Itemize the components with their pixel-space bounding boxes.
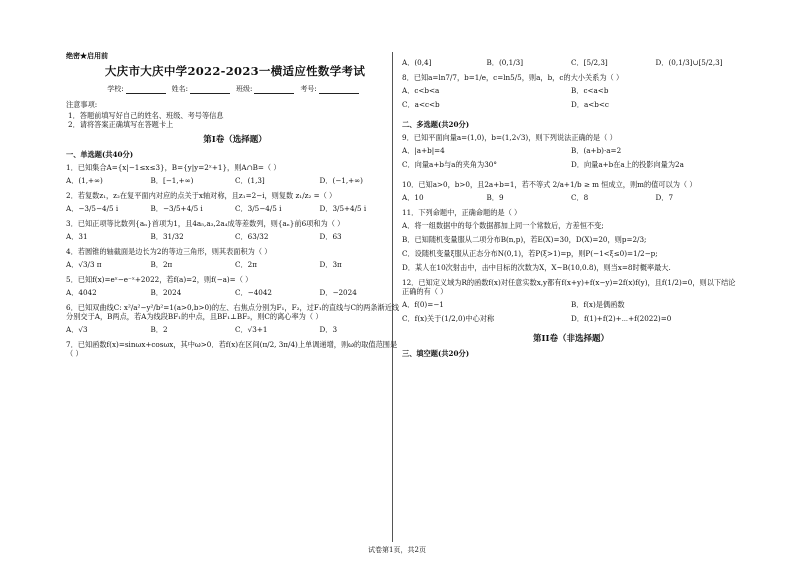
option: C．(1,3] (235, 175, 265, 185)
notes-title: 注意事项: (66, 100, 98, 110)
question-6-options (66, 325, 404, 334)
option: A．f(0)=−1 (402, 300, 444, 309)
option: A．(0,4] (402, 58, 432, 67)
question-12: 12．已知定义域为R的函数f(x)对任意实数x,y都有f(x+y)+f(x−y)=2f(x)f(y)，且f(1/2)=0，则以下结论正确的有（ ） (402, 278, 736, 296)
option: A．4042 (66, 287, 97, 297)
question-11: 11．下列命题中，正确命题的是（ ） (402, 208, 522, 217)
question-5: 5．已知f(x)=eˣ−e⁻ˣ+2022，若f(a)=2，则f(−a)=（ ） (66, 274, 253, 284)
option: D．−2024 (319, 287, 357, 297)
option: B．(0,1/3] (486, 58, 524, 67)
option: D．(−1,+∞) (319, 175, 363, 185)
question-10-options (402, 193, 740, 202)
question-10: 10．已知a>0，b>0，且2a+b=1，若不等式 2/a+1/b ≥ m 恒成立，则m的值可以为（ ） (402, 180, 697, 189)
option: B．−3/5+4/5 i (150, 203, 203, 213)
secret-mark: 绝密★启用前 (66, 51, 108, 60)
question-4-options (66, 260, 404, 269)
question-3-options (66, 232, 404, 241)
exam-no-blank (319, 85, 359, 94)
option: D．63 (319, 231, 342, 241)
question-9-options (402, 146, 740, 174)
option: B．c<a<b (571, 86, 609, 95)
option: B．2π (150, 259, 173, 269)
section-fill-blank: 三、填空题(共20分) (402, 348, 470, 358)
option: C．3/5−4/5 i (235, 203, 282, 213)
question-7: 7．已知函数f(x)=sinωx+cosωx，其中ω>0．若f(x)在区间(π/2, 3π/4)上单调递增，则ω的取值范围是（ ） (66, 339, 398, 358)
option: C．设随机变量ξ服从正态分布N(0,1)，若P(ξ>1)=p，则P(−1<ξ≤0)=1/2−p; (402, 249, 658, 258)
option: A．10 (402, 193, 424, 202)
exam-title: 大庆市大庆中学2022-2023一横适应性数学考试 (104, 63, 366, 78)
question-8-options (402, 86, 740, 114)
option: A．31 (66, 231, 88, 241)
name-blank (190, 85, 230, 94)
option: C．√3+1 (235, 324, 268, 334)
note-item: 2．请将答案正确填写在答题卡上 (68, 120, 174, 130)
note-item: 1．答题前填写好自己的姓名、班级、考号等信息 (68, 111, 224, 121)
option: A．−3/5−4/5 i (66, 203, 119, 213)
option: D．f(1)+f(2)+⋯+f(2022)=0 (571, 314, 672, 323)
option: A．将一组数据中的每个数据都加上同一个常数后，方差恒不变; (402, 221, 604, 230)
option: A．(1,+∞) (66, 175, 103, 185)
option: C．−4042 (235, 287, 273, 297)
option: C．向量a+b与a的夹角为30° (402, 160, 497, 169)
class-blank (254, 85, 294, 94)
question-4: 4．若圆锥的轴截面是边长为2的等边三角形，则其表面积为（ ） (66, 246, 272, 256)
option: D．向量a+b在a上的投影向量为2a (571, 160, 684, 169)
question-11-options (402, 221, 740, 272)
school-label: 学校: (107, 85, 124, 94)
question-1: 1．已知集合A={x|−1≤x≤3}，B={y|y=2ˣ+1}，则A∩B=（ ） (66, 162, 281, 172)
class-label: 班级: (236, 85, 253, 94)
option: D．3/5+4/5 i (319, 203, 367, 213)
school-blank (126, 85, 166, 94)
option: D．a<b<c (571, 100, 609, 109)
option: B．已知随机变量服从二项分布B(n,p)，若E(X)=30，D(X)=20，则p=2/3; (402, 235, 647, 244)
option: B．2024 (150, 287, 182, 297)
option: B．f(x)是偶函数 (571, 300, 625, 309)
volume-two-title: 第II卷（非选择题） (533, 334, 609, 344)
question-2: 2．若复数z₁，z₂在复平面内对应的点关于x轴对称，且z₁=2−i，则复数 z₁/z₂ =（ ） (66, 190, 337, 200)
option: A．√3/3 π (66, 259, 102, 269)
question-9: 9．已知平面向量a=(1,0)，b=(1,2√3)，则下列说法正确的是（ ） (402, 133, 617, 142)
exam-no-label: 考号: (300, 85, 317, 94)
option: B．9 (486, 193, 504, 202)
option: B．[−1,+∞) (150, 175, 194, 185)
question-6: 6．已知双曲线C: x²/a²−y²/b²=1(a>0,b>0)的左、右焦点分别为F₁，F₂，过F₁的直线与C的两条渐近线分别交于A，B两点，若A为线段BF₁的中点，且BF₁⊥BF₂，则C的离心率为（ ） (66, 302, 400, 321)
option: C．63/32 (235, 231, 269, 241)
question-5-options (66, 288, 404, 297)
question-3: 3．已知正项等比数列{aₙ}首项为1，且4a₅,a₃,2a₄成等差数列，则{aₙ}前6项和为（ ） (66, 218, 345, 228)
question-7-options (402, 58, 740, 67)
question-2-options (66, 204, 404, 213)
option: C．8 (571, 193, 589, 202)
question-12-options (402, 300, 740, 328)
option: A．c<b<a (402, 86, 440, 95)
option: A．√3 (66, 324, 88, 334)
option: C．f(x)关于(1/2,0)中心对称 (402, 314, 495, 323)
section-single-choice: 一、单选题(共40分) (66, 149, 134, 159)
option: C．2π (235, 259, 257, 269)
option: A．|a+b|=4 (402, 146, 445, 155)
volume-one-title: 第Ⅰ卷（选择题） (203, 135, 267, 146)
name-label: 姓名: (171, 85, 188, 94)
option: C．[5/2,3] (571, 58, 608, 67)
option: D．7 (655, 193, 674, 202)
option: D．(0,1/3]∪[5/2,3] (655, 58, 723, 67)
option: B．31/32 (150, 231, 184, 241)
option: D．3 (319, 324, 338, 334)
option: D．3π (319, 259, 342, 269)
option: B．(a+b)·a=2 (571, 146, 622, 155)
option: B．2 (150, 324, 168, 334)
student-info (66, 85, 404, 94)
option: C．a<c<b (402, 100, 440, 109)
question-1-options (66, 176, 404, 185)
left-column (66, 52, 404, 360)
option: D．某人在10次射击中，击中目标的次数为X，X~B(10,0.8)，则当x=8时概率最大. (402, 263, 671, 272)
section-multiple-choice: 二、多选题(共20分) (402, 120, 470, 129)
page-footer: 试卷第1页，共2页 (368, 546, 426, 554)
right-column (402, 52, 740, 362)
question-8: 8．已知a=ln7/7，b=1/e，c=ln5/5，则a，b，c的大小关系为（ ） (402, 73, 624, 82)
